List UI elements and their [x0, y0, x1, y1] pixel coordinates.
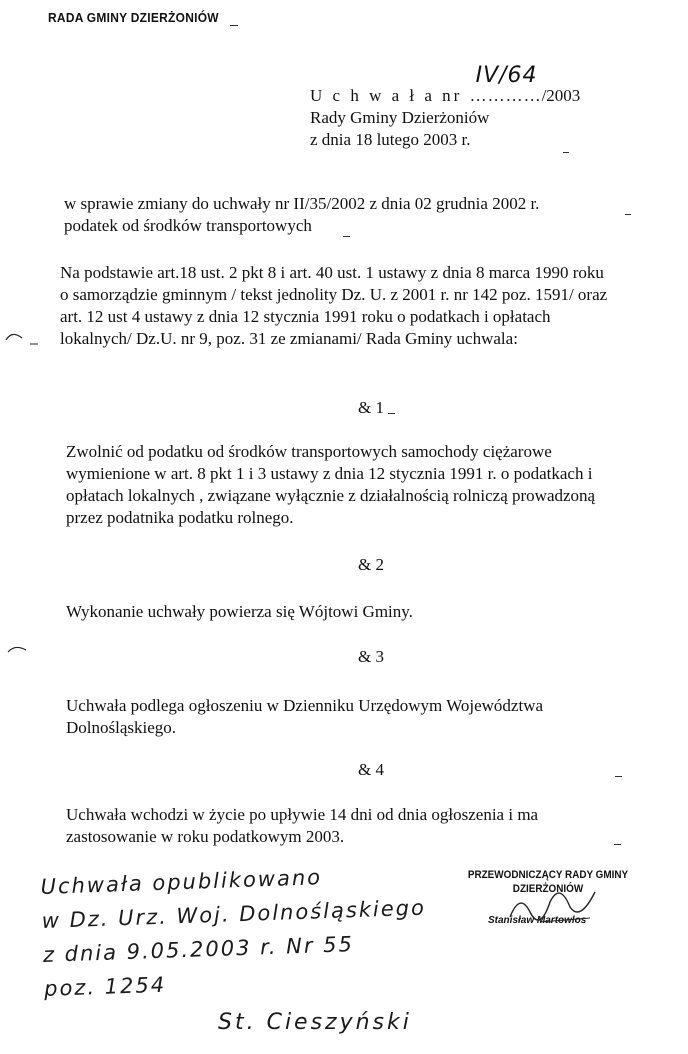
section-4-text: [66, 804, 686, 848]
section-1-text: [66, 441, 686, 529]
section-line: Uchwała podlega ogłoszeniu w Dzienniku Urzędowym Województwa: [66, 696, 544, 715]
margin-scribble: [4, 326, 44, 350]
section-line: wymienione w art. 8 pkt 1 i 3 ustawy z dnia 12 stycznia 1991 r. o podatkach i: [66, 464, 593, 483]
number-dots: …………: [469, 86, 542, 105]
council-header-stamp: RADA GMINY DZIERŻONIÓW: [48, 10, 219, 25]
chairman-name: Stanisław Martowlos: [488, 915, 587, 926]
chairman-signature: [500, 872, 610, 932]
header-underline-mark: [230, 25, 238, 26]
handwritten-publication-note: [40, 857, 429, 1006]
preamble-line: Na podstawie art.18 ust. 2 pkt 8 i art. 40 ust. 1 ustawy z dnia 8 marca 1990 roku: [60, 263, 604, 282]
section-line: Zwolnić od podatku od środków transportowych samochody ciężarowe: [66, 442, 552, 461]
margin-mark: [614, 844, 621, 845]
section-3-text: [66, 695, 686, 739]
margin-mark: [563, 152, 569, 153]
preamble-line: art. 12 ust 4 ustawy z dnia 12 stycznia 1991 roku o podatkach i opłatach: [60, 307, 551, 326]
section-1-mark: & 1: [358, 398, 384, 417]
note-line: poz. 1254: [43, 972, 167, 1001]
margin-scribble: [6, 642, 36, 656]
number-fill-in: [469, 63, 542, 107]
section-2-mark: & 2: [358, 555, 384, 574]
handwritten-number: IV/64: [475, 63, 538, 88]
section-line: opłatach lokalnych , związane wyłącznie z działalnością rolniczą prowadzoną: [66, 486, 596, 505]
preamble-line: lokalnych/ Dz.U. nr 9, poz. 31 ze zmianami/ Rada Gminy uchwala:: [60, 329, 518, 348]
margin-mark: [388, 413, 395, 414]
resolution-date: z dnia 18 lutego 2003 r.: [310, 130, 471, 149]
note-line: Uchwała opublikowano: [40, 865, 323, 899]
section-2-text: [66, 601, 413, 623]
section-line: Wykonanie uchwały powierza się Wójtowi Gminy.: [66, 602, 413, 621]
section-line: Dolnośląskiego.: [66, 718, 177, 737]
subject-line-2: podatek od środków transportowych: [64, 216, 312, 235]
note-line: z dnia 9.05.2003 r. Nr 55: [42, 932, 355, 967]
margin-mark: [343, 236, 350, 237]
section-line: zastosowanie w roku podatkowym 2003.: [66, 827, 345, 846]
subject: [64, 193, 539, 237]
resolution-number-line: [310, 63, 581, 107]
section-4-mark: & 4: [358, 760, 384, 779]
preamble-line: o samorządzie gminnym / tekst jednolity Dz. U. z 2001 r. nr 142 poz. 1591/ oraz: [60, 285, 608, 304]
chairman-title: PRZEWODNICZĄCY RADY GMINY: [467, 869, 629, 881]
subject-line-1: w sprawie zmiany do uchwały nr II/35/2002 z dnia 02 grudnia 2002 r.: [64, 194, 540, 213]
section-line: przez podatnika podatku rolnego.: [66, 508, 294, 527]
handwritten-signature: St. Cieszyński: [218, 1010, 412, 1035]
margin-mark: [615, 776, 622, 777]
council-name: Rady Gminy Dzierżoniów: [310, 108, 490, 127]
note-line: w Dz. Urz. Woj. Dolnośląskiego: [41, 895, 427, 933]
preamble: [60, 262, 680, 350]
resolution-title: [310, 63, 581, 151]
section-line: Uchwała wchodzi w życie po upływie 14 dni od dnia ogłoszenia i ma: [66, 805, 539, 824]
margin-mark: [625, 214, 631, 215]
section-3-mark: & 3: [358, 647, 384, 666]
chairman-council: DZIERŻONIÓW: [512, 883, 584, 895]
resolution-label: U c h w a ł a nr: [310, 86, 470, 105]
resolution-year: /2003: [541, 86, 581, 105]
